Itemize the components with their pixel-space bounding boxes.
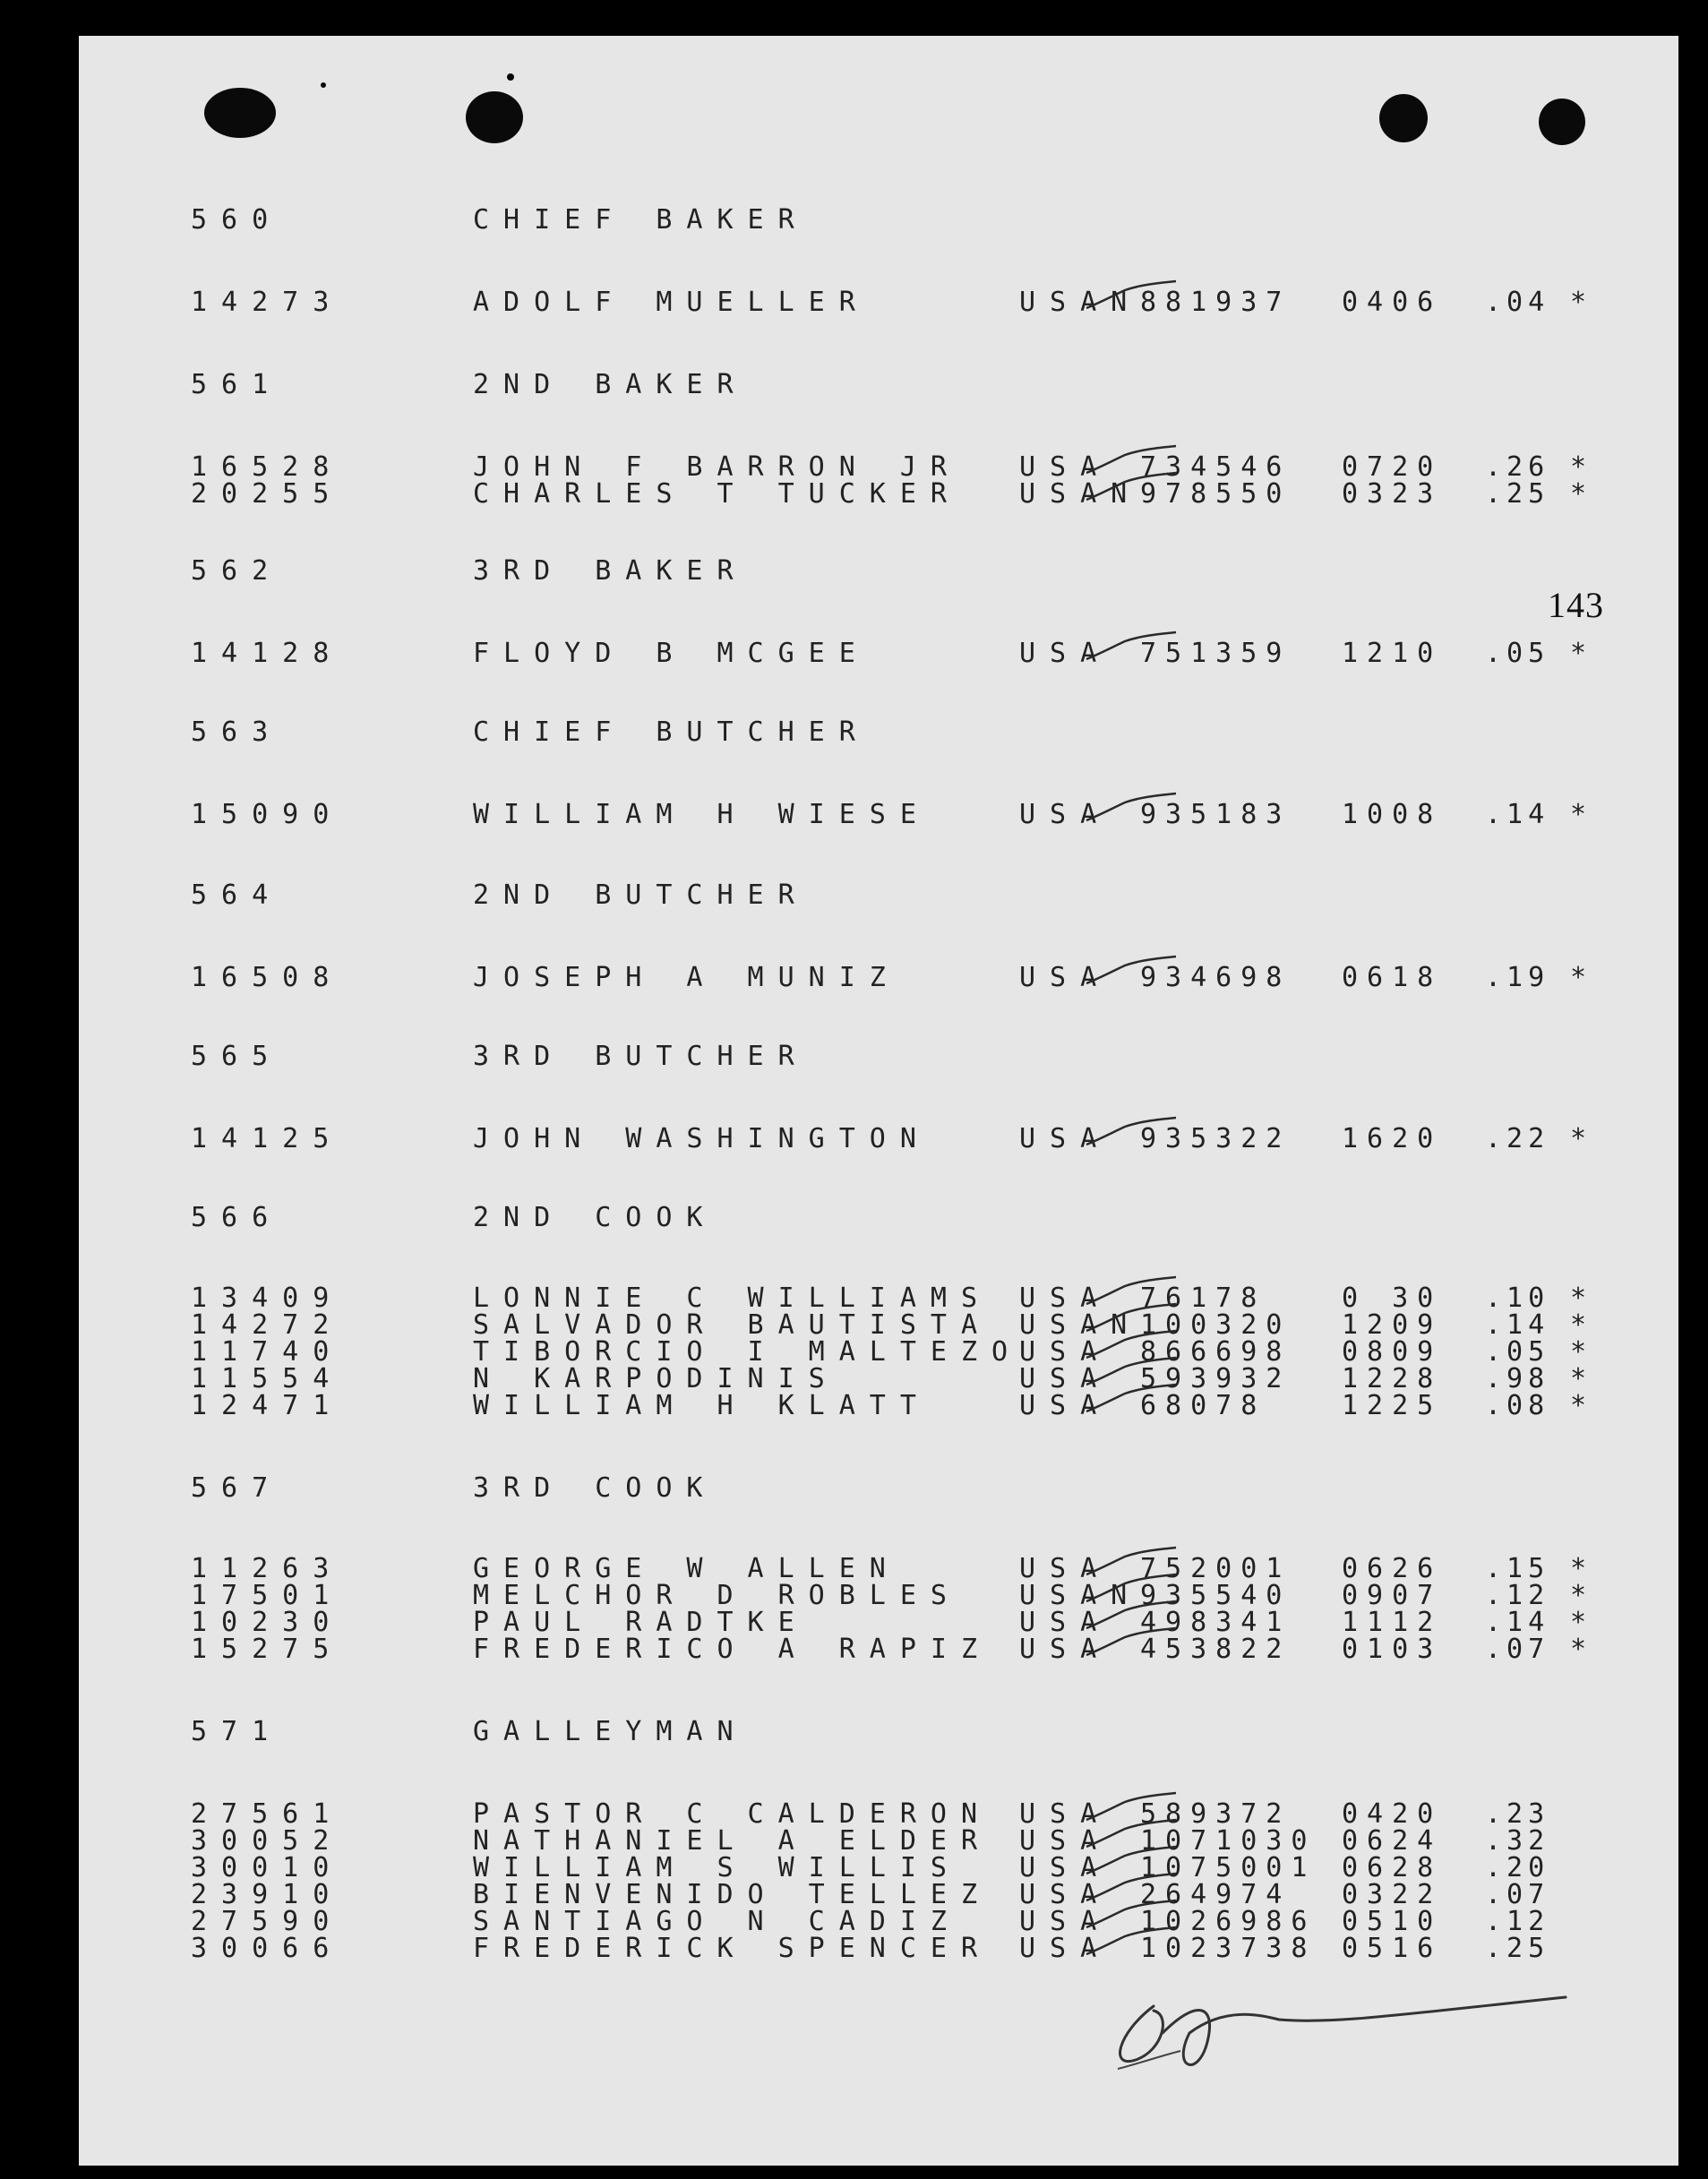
section-header	[79, 1716, 1678, 1752]
document-number: 935322	[1140, 1123, 1292, 1154]
crew-name: ADOLF MUELLER	[473, 287, 870, 318]
crew-number: 23910	[191, 1879, 344, 1910]
date-code: 0624	[1342, 1825, 1443, 1857]
date-code: 0907	[1342, 1580, 1443, 1611]
value: .07	[1485, 1634, 1550, 1665]
crew-row	[79, 1933, 1678, 1969]
citizenship: USA	[1019, 1879, 1111, 1910]
punch-hole	[1539, 99, 1585, 145]
crew-name: NATHANIEL A ELDER	[473, 1825, 992, 1857]
document-number: 68078	[1140, 1390, 1266, 1421]
citizenship: USA	[1019, 799, 1111, 830]
crew-number: 30052	[191, 1825, 344, 1857]
asterisk-mark: *	[1570, 1634, 1587, 1665]
crew-number: 16508	[191, 962, 344, 993]
crew-name: WILLIAM S WILLIS	[473, 1852, 961, 1883]
asterisk-mark: *	[1570, 287, 1587, 318]
asterisk-mark: *	[1570, 638, 1587, 669]
citizenship: USAN	[1019, 478, 1142, 510]
value: .26	[1485, 451, 1550, 483]
value: .14	[1485, 1309, 1550, 1341]
crew-name: MELCHOR D ROBLES	[473, 1580, 961, 1611]
citizenship: USA	[1019, 1634, 1111, 1665]
value: .05	[1485, 1336, 1550, 1368]
crew-row	[79, 638, 1678, 673]
citizenship: USA	[1019, 1607, 1111, 1638]
punch-hole	[466, 91, 523, 143]
citizenship: USA	[1019, 962, 1111, 993]
crew-number: 15275	[191, 1634, 344, 1665]
document-number: 76178	[1140, 1283, 1266, 1314]
crew-number: 30010	[191, 1852, 344, 1883]
punch-hole	[204, 88, 276, 138]
document-number: 498341	[1140, 1607, 1292, 1638]
document-number: 1023738	[1140, 1933, 1317, 1964]
crew-name: SALVADOR BAUTISTA	[473, 1309, 992, 1341]
rating-code: 567	[191, 1472, 283, 1504]
rating-title: 3RD BAKER	[473, 555, 748, 587]
rating-title: 3RD BUTCHER	[473, 1041, 809, 1072]
crew-name: FREDERICO A RAPIZ	[473, 1634, 992, 1665]
value: .05	[1485, 638, 1550, 669]
rating-title: GALLEYMAN	[473, 1716, 748, 1747]
crew-row	[79, 1390, 1678, 1426]
rating-code: 566	[191, 1202, 283, 1233]
document-page	[79, 36, 1678, 2166]
citizenship: USA	[1019, 1553, 1111, 1584]
crew-name: SANTIAGO N CADIZ	[473, 1906, 961, 1937]
crew-row	[79, 287, 1678, 322]
citizenship: USAN	[1019, 1580, 1142, 1611]
rating-code: 560	[191, 204, 283, 236]
date-code: 0406	[1342, 287, 1443, 318]
crew-name: CHARLES T TUCKER	[473, 478, 961, 510]
rating-code: 562	[191, 555, 283, 587]
rating-code: 563	[191, 716, 283, 748]
check-mark	[1082, 625, 1180, 670]
check-mark	[1082, 786, 1180, 831]
value: .22	[1485, 1123, 1550, 1154]
document-number: 264974	[1140, 1879, 1292, 1910]
value: .14	[1485, 1607, 1550, 1638]
date-code: 0720	[1342, 451, 1443, 483]
value: .19	[1485, 962, 1550, 993]
check-mark	[1082, 1377, 1180, 1422]
crew-number: 13409	[191, 1283, 344, 1314]
crew-row	[79, 1123, 1678, 1159]
asterisk-mark: *	[1570, 1123, 1587, 1154]
crew-name: FREDERICK SPENCER	[473, 1933, 992, 1964]
value: .12	[1485, 1580, 1550, 1611]
section-header	[79, 1472, 1678, 1508]
date-code: 0103	[1342, 1634, 1443, 1665]
rating-title: 3RD COOK	[473, 1472, 717, 1504]
value: .07	[1485, 1879, 1550, 1910]
crew-number: 14272	[191, 1309, 344, 1341]
crew-number: 11740	[191, 1336, 344, 1368]
asterisk-mark: *	[1570, 799, 1587, 830]
citizenship: USA	[1019, 1390, 1111, 1421]
value: .25	[1485, 1933, 1550, 1964]
section-header	[79, 555, 1678, 591]
punch-hole	[1379, 94, 1428, 142]
date-code: 0516	[1342, 1933, 1443, 1964]
crew-number: 12471	[191, 1390, 344, 1421]
crew-name: N KARPODINIS	[473, 1363, 839, 1394]
asterisk-mark: *	[1570, 962, 1587, 993]
value: .20	[1485, 1852, 1550, 1883]
date-code: 1209	[1342, 1309, 1443, 1341]
date-code: 1210	[1342, 638, 1443, 669]
section-header	[79, 1041, 1678, 1077]
rating-title: 2ND BAKER	[473, 369, 748, 400]
document-number: 589372	[1140, 1798, 1292, 1830]
citizenship: USA	[1019, 1825, 1111, 1857]
value: .23	[1485, 1798, 1550, 1830]
rating-title: CHIEF BUTCHER	[473, 716, 870, 748]
crew-name: WILLIAM H WIESE	[473, 799, 931, 830]
rating-title: 2ND BUTCHER	[473, 879, 809, 911]
asterisk-mark: *	[1570, 1580, 1587, 1611]
citizenship: USA	[1019, 1798, 1111, 1830]
crew-number: 20255	[191, 478, 344, 510]
citizenship: USA	[1019, 1906, 1111, 1937]
document-number: 935540	[1140, 1580, 1292, 1611]
check-mark	[1082, 274, 1180, 319]
citizenship: USAN	[1019, 287, 1142, 318]
document-number: 978550	[1140, 478, 1292, 510]
crew-number: 27561	[191, 1798, 344, 1830]
citizenship: USA	[1019, 1123, 1111, 1154]
date-code: 1228	[1342, 1363, 1443, 1394]
crew-name: PAUL RADTKE	[473, 1607, 809, 1638]
date-code: 0628	[1342, 1852, 1443, 1883]
date-code: 1225	[1342, 1390, 1443, 1421]
crew-number: 14273	[191, 287, 344, 318]
page-number: 143	[1548, 585, 1604, 625]
asterisk-mark: *	[1570, 1309, 1587, 1341]
crew-number: 17501	[191, 1580, 344, 1611]
crew-row	[79, 799, 1678, 835]
document-number: 935183	[1140, 799, 1292, 830]
crew-name: JOHN WASHINGTON	[473, 1123, 931, 1154]
crew-number: 30066	[191, 1933, 344, 1964]
rating-title: 2ND COOK	[473, 1202, 717, 1233]
rating-title: CHIEF BAKER	[473, 204, 809, 236]
check-mark	[1082, 1111, 1180, 1155]
document-number: 734546	[1140, 451, 1292, 483]
crew-name: TIBORCIO I MALTEZO	[473, 1336, 1023, 1368]
citizenship: USA	[1019, 1336, 1111, 1368]
citizenship: USA	[1019, 1852, 1111, 1883]
document-number: 1075001	[1140, 1852, 1317, 1883]
document-number: 593932	[1140, 1363, 1292, 1394]
value: .32	[1485, 1825, 1550, 1857]
rating-code: 571	[191, 1716, 283, 1747]
punch-mark	[321, 82, 326, 88]
asterisk-mark: *	[1570, 1553, 1587, 1584]
asterisk-mark: *	[1570, 1336, 1587, 1368]
document-number: 751359	[1140, 638, 1292, 669]
crew-name: FLOYD B MCGEE	[473, 638, 870, 669]
date-code: 0626	[1342, 1553, 1443, 1584]
date-code: 0809	[1342, 1336, 1443, 1368]
crew-name: JOSEPH A MUNIZ	[473, 962, 900, 993]
citizenship: USA	[1019, 638, 1111, 669]
rating-code: 564	[191, 879, 283, 911]
date-code: 0322	[1342, 1879, 1443, 1910]
citizenship: USAN	[1019, 1309, 1142, 1341]
date-code: 1008	[1342, 799, 1443, 830]
crew-number: 15090	[191, 799, 344, 830]
citizenship: USA	[1019, 451, 1111, 483]
rating-code: 561	[191, 369, 283, 400]
crew-number: 16528	[191, 451, 344, 483]
document-number: 881937	[1140, 287, 1292, 318]
document-number: 453822	[1140, 1634, 1292, 1665]
document-number: 100320	[1140, 1309, 1292, 1341]
value: .08	[1485, 1390, 1550, 1421]
crew-number: 11263	[191, 1553, 344, 1584]
crew-number: 14125	[191, 1123, 344, 1154]
document-number: 752001	[1140, 1553, 1292, 1584]
value: .12	[1485, 1906, 1550, 1937]
date-code: 0618	[1342, 962, 1443, 993]
asterisk-mark: *	[1570, 478, 1587, 510]
check-mark	[1082, 1920, 1180, 1965]
document-number: 934698	[1140, 962, 1292, 993]
section-header	[79, 369, 1678, 405]
crew-number: 10230	[191, 1607, 344, 1638]
document-number: 1071030	[1140, 1825, 1317, 1857]
section-header	[79, 879, 1678, 915]
value: .25	[1485, 478, 1550, 510]
crew-name: JOHN F BARRON JR	[473, 451, 961, 483]
crew-number: 14128	[191, 638, 344, 669]
asterisk-mark: *	[1570, 1607, 1587, 1638]
asterisk-mark: *	[1570, 1283, 1587, 1314]
section-header	[79, 716, 1678, 752]
date-code: 0510	[1342, 1906, 1443, 1937]
value: .14	[1485, 799, 1550, 830]
rating-code: 565	[191, 1041, 283, 1072]
crew-row	[79, 1634, 1678, 1669]
value: .98	[1485, 1363, 1550, 1394]
section-header	[79, 204, 1678, 240]
crew-number: 27590	[191, 1906, 344, 1937]
check-mark	[1082, 466, 1180, 510]
value: .15	[1485, 1553, 1550, 1584]
crew-name: LONNIE C WILLIAMS	[473, 1283, 992, 1314]
crew-name: GEORGE W ALLEN	[473, 1553, 900, 1584]
date-code: 1112	[1342, 1607, 1443, 1638]
asterisk-mark: *	[1570, 451, 1587, 483]
crew-row	[79, 962, 1678, 998]
document-number: 1026986	[1140, 1906, 1317, 1937]
citizenship: USA	[1019, 1363, 1111, 1394]
crew-number: 11554	[191, 1363, 344, 1394]
value: .04	[1485, 287, 1550, 318]
date-code: 0 30	[1342, 1283, 1443, 1314]
crew-name: PASTOR C CALDERON	[473, 1798, 992, 1830]
date-code: 1620	[1342, 1123, 1443, 1154]
check-mark	[1082, 949, 1180, 994]
citizenship: USA	[1019, 1283, 1111, 1314]
check-mark	[1082, 1621, 1180, 1666]
value: .10	[1485, 1283, 1550, 1314]
crew-name: BIENVENIDO TELLEZ	[473, 1879, 992, 1910]
crew-row	[79, 478, 1678, 514]
date-code: 0323	[1342, 478, 1443, 510]
document-number: 866698	[1140, 1336, 1292, 1368]
crew-name: WILLIAM H KLATT	[473, 1390, 931, 1421]
citizenship: USA	[1019, 1933, 1111, 1964]
date-code: 0420	[1342, 1798, 1443, 1830]
handwritten-signature	[1100, 1979, 1646, 2087]
punch-mark	[507, 73, 514, 81]
asterisk-mark: *	[1570, 1363, 1587, 1394]
asterisk-mark: *	[1570, 1390, 1587, 1421]
section-header	[79, 1202, 1678, 1238]
